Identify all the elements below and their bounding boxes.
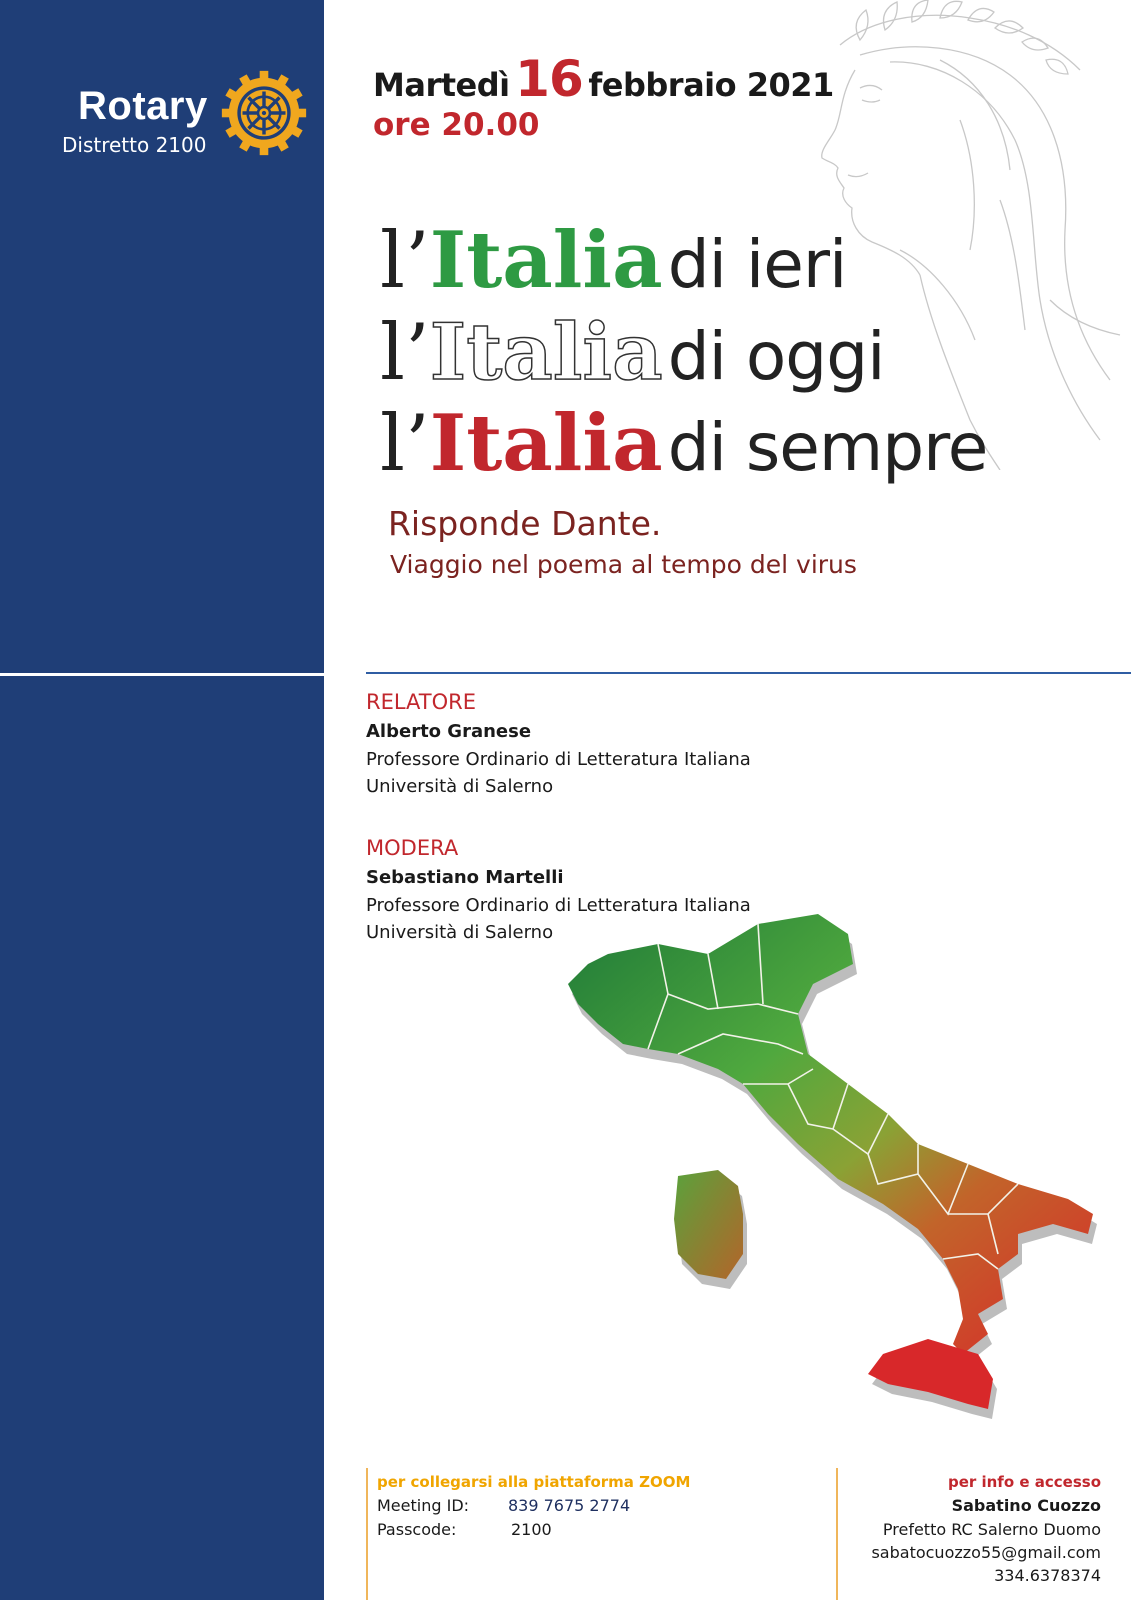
speaker-title: Professore Ordinario di Letteratura Italiana bbox=[366, 749, 751, 770]
title-line-sempre bbox=[380, 398, 988, 489]
speaker-name: Sebastiano Martelli bbox=[366, 867, 564, 888]
title-line-oggi bbox=[380, 307, 885, 398]
speaker-title: Professore Ordinario di Letteratura Italiana bbox=[366, 895, 751, 916]
subtitle-secondary: Viaggio nel poema al tempo del virus bbox=[390, 550, 857, 579]
title-article: l’ bbox=[380, 216, 430, 306]
zoom-meeting-row bbox=[377, 1494, 836, 1518]
zoom-info bbox=[366, 1468, 836, 1600]
title-italia-outline: Italia bbox=[429, 307, 663, 398]
rotary-wordmark: Rotary bbox=[78, 84, 208, 128]
district-label: Distretto 2100 bbox=[62, 133, 207, 157]
contact-heading: per info e accesso bbox=[947, 1473, 1101, 1491]
title-rest: di oggi bbox=[667, 318, 885, 395]
passcode-label: Passcode: bbox=[377, 1520, 457, 1539]
title-rest: di sempre bbox=[667, 409, 988, 486]
sidebar-divider bbox=[0, 673, 324, 676]
dante-portrait-sketch bbox=[800, 0, 1131, 470]
title-article: l’ bbox=[380, 308, 430, 398]
title-italia-green: Italia bbox=[429, 215, 663, 306]
contact-name: Sabatino Cuozzo bbox=[951, 1496, 1101, 1515]
rotary-wheel-icon bbox=[221, 70, 307, 156]
subtitle: Risponde Dante. bbox=[388, 504, 662, 543]
event-date bbox=[373, 50, 834, 108]
meeting-id-value[interactable]: 839 7675 2774 bbox=[508, 1496, 631, 1515]
event-time: ore 20.00 bbox=[373, 107, 540, 143]
contact-email[interactable]: sabatocuozzo55@gmail.com bbox=[871, 1543, 1101, 1562]
passcode-value[interactable]: 2100 bbox=[511, 1520, 552, 1539]
title-line-ieri bbox=[380, 215, 847, 306]
event-day: 16 bbox=[515, 50, 583, 108]
zoom-passcode-row bbox=[377, 1518, 836, 1542]
speaker-relatore bbox=[366, 688, 751, 800]
speaker-role: MODERA bbox=[366, 836, 459, 860]
title-article: l’ bbox=[380, 399, 430, 489]
speaker-role: RELATORE bbox=[366, 690, 476, 714]
title-italia-red: Italia bbox=[429, 398, 663, 489]
contact-info bbox=[836, 1468, 1101, 1600]
italy-map-illustration bbox=[548, 914, 1131, 1454]
event-weekday: Martedì bbox=[373, 66, 510, 104]
speaker-name: Alberto Granese bbox=[366, 721, 532, 742]
speaker-affiliation: Università di Salerno bbox=[366, 922, 554, 943]
event-month-year: febbraio 2021 bbox=[588, 66, 834, 104]
sidebar-panel bbox=[0, 0, 324, 1600]
contact-phone[interactable]: 334.6378374 bbox=[994, 1566, 1101, 1585]
section-rule bbox=[366, 672, 1131, 674]
contact-role: Prefetto RC Salerno Duomo bbox=[882, 1520, 1101, 1539]
meeting-id-label: Meeting ID: bbox=[377, 1496, 470, 1515]
speaker-affiliation: Università di Salerno bbox=[366, 776, 554, 797]
title-rest: di ieri bbox=[667, 226, 847, 303]
zoom-heading: per collegarsi alla piattaforma ZOOM bbox=[377, 1473, 691, 1491]
